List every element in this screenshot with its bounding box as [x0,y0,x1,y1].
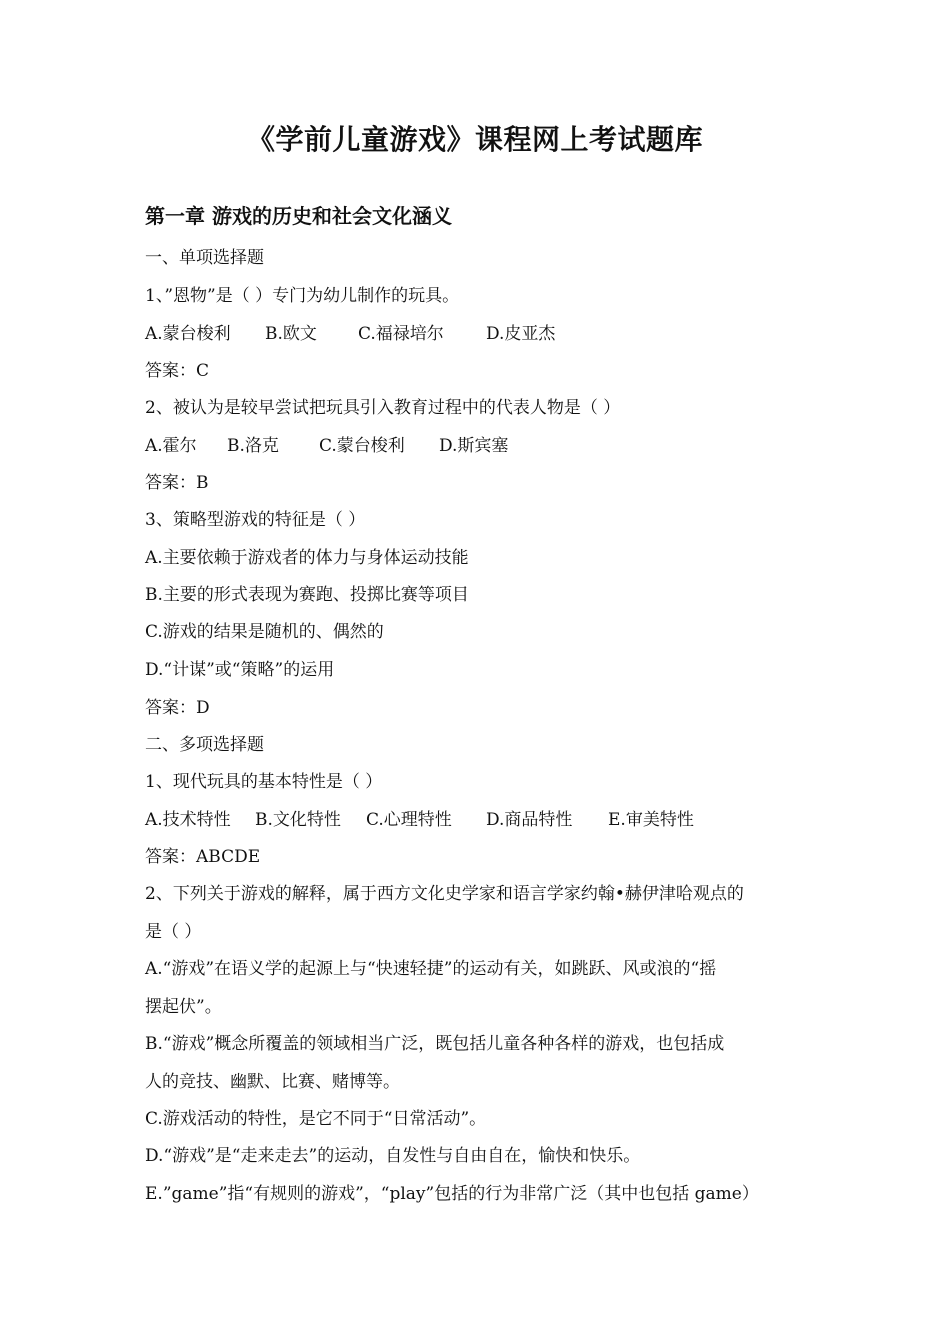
question-1-options [145,322,555,346]
multi-question-2-option-a-line-2: 摆起伏”。 [145,997,222,1017]
multi-question-2-line-1: 2、下列关于游戏的解释，属于西方文化史学家和语言学家约翰•赫伊津哈观点的 [145,884,744,904]
question-3-option-b: B.主要的形式表现为赛跑、投掷比赛等项目 [145,585,469,605]
option: A.霍尔 [145,436,197,456]
question-3-option-d: D.“计谋”或“策略”的运用 [145,660,335,680]
multi-question-1-options [145,808,694,832]
multi-question-1: 1、现代玩具的基本特性是（ ） [145,772,383,792]
option: C.福禄培尔 [358,324,444,344]
chapter-heading: 第一章 游戏的历史和社会文化涵义 [145,204,452,228]
question-3-option-c: C.游戏的结果是随机的、偶然的 [145,622,384,642]
question-2: 2、被认为是较早尝试把玩具引入教育过程中的代表人物是（ ） [145,398,621,418]
multi-question-2-option-b-line-1: B.“游戏”概念所覆盖的领域相当广泛，既包括儿童各种各样的游戏，也包括成 [145,1034,725,1054]
option: D.商品特性 [486,810,573,830]
multi-question-2-option-a-line-1: A.“游戏”在语义学的起源上与“快速轻捷”的运动有关，如跳跃、风或浪的“摇 [145,959,717,979]
multi-question-2-option-d: D.“游戏”是“走来走去”的运动，自发性与自由自在，愉快和快乐。 [145,1146,641,1166]
multi-question-2-line-2: 是（ ） [145,922,202,942]
option: D.皮亚杰 [486,324,556,344]
multi-question-2-option-c: C.游戏活动的特性，是它不同于“日常活动”。 [145,1109,487,1129]
section-heading-single-choice: 一、单项选择题 [145,248,264,268]
question-2-options [145,434,508,458]
option: C.蒙台梭利 [319,436,405,456]
question-3: 3、策略型游戏的特征是（ ） [145,510,366,530]
option: A.蒙台梭利 [145,324,231,344]
answer-3: 答案：D [145,698,210,718]
question-1: 1、”恩物”是（ ）专门为幼儿制作的玩具。 [145,286,460,306]
option: B.文化特性 [255,810,341,830]
option: B.洛克 [227,436,279,456]
answer-2: 答案：B [145,473,209,493]
document-title: 《学前儿童游戏》课程网上考试题库 [246,123,703,156]
multi-question-2-option-e: E.”game”指“有规则的游戏”，“play”包括的行为非常广泛（其中也包括 game） [145,1184,759,1204]
question-3-option-a: A.主要依赖于游戏者的体力与身体运动技能 [145,548,469,568]
multi-answer-1: 答案：ABCDE [145,847,261,867]
option: D.斯宾塞 [439,436,509,456]
section-heading-multiple-choice: 二、多项选择题 [145,735,264,755]
multi-question-2-option-b-line-2: 人的竞技、幽默、比赛、赌博等。 [145,1072,400,1092]
option: A.技术特性 [145,810,231,830]
option: C.心理特性 [366,810,452,830]
answer-1: 答案：C [145,361,210,381]
option: E.审美特性 [608,810,694,830]
option: B.欧文 [265,324,317,344]
